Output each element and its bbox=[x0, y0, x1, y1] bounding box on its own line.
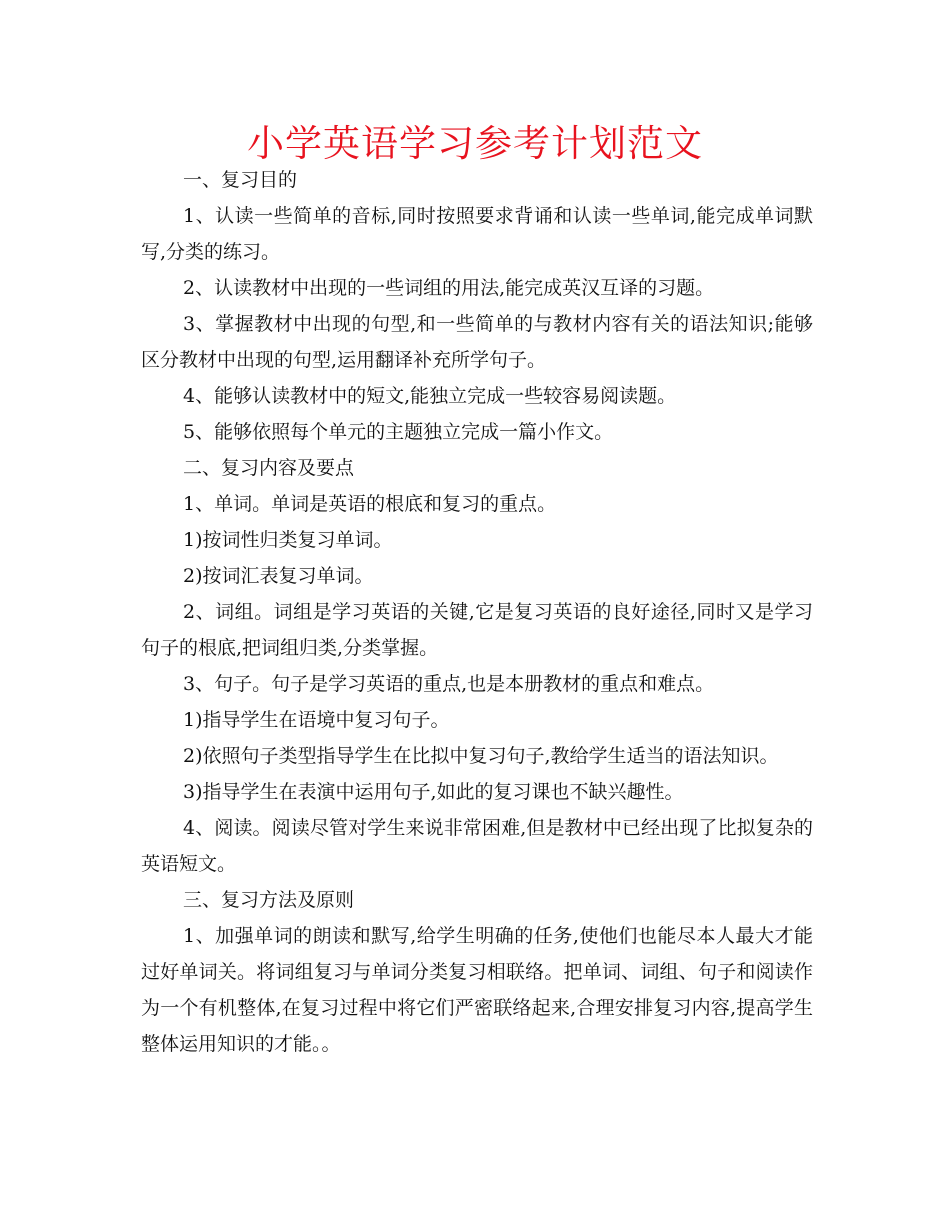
paragraph: 1)按词性归类复习单词。 bbox=[183, 529, 393, 551]
paragraph: 1、认读一些简单的音标,同时按照要求背诵和认读一些单词,能完成单词默写,分类的练习。 bbox=[141, 205, 813, 263]
paragraph: 4、能够认读教材中的短文,能独立完成一些较容易阅读题。 bbox=[183, 385, 677, 407]
paragraph: 1、单词。单词是英语的根底和复习的重点。 bbox=[183, 493, 557, 515]
paragraph: 1、加强单词的朗读和默写,给学生明确的任务,使他们也能尽本人最大才能过好单词关。将词组复习与单词分类复习相联络。把单词、词组、句子和阅读作为一个有机整体,在复习过程中将它们严密联络起来,合理安排复习内容,提高学生整体运用知识的才能。。 bbox=[141, 925, 813, 1055]
paragraph: 2、词组。词组是学习英语的关键,它是复习英语的良好途径,同时又是学习句子的根底,把词组归类,分类掌握。 bbox=[141, 601, 813, 659]
paragraph: 3)指导学生在表演中运用句子,如此的复习课也不缺兴趣性。 bbox=[183, 781, 684, 803]
paragraph: 4、阅读。阅读尽管对学生来说非常困难,但是教材中已经出现了比拟复杂的英语短文。 bbox=[141, 817, 813, 875]
paragraph: 1)指导学生在语境中复习句子。 bbox=[183, 709, 450, 731]
section-heading: 二、复习内容及要点 bbox=[183, 457, 355, 479]
paragraph: 2)依照句子类型指导学生在比拟中复习句子,教给学生适当的语法知识。 bbox=[183, 745, 779, 767]
paragraph: 2)按词汇表复习单词。 bbox=[183, 565, 374, 587]
section-heading: 三、复习方法及原则 bbox=[183, 889, 355, 911]
document-title: 小学英语学习参考计划范文 bbox=[247, 122, 703, 165]
section-heading: 一、复习目的 bbox=[183, 169, 298, 191]
document-body bbox=[141, 162, 813, 1062]
paragraph: 3、掌握教材中出现的句型,和一些简单的与教材内容有关的语法知识;能够区分教材中出现的句型,运用翻译补充所学句子。 bbox=[141, 313, 813, 371]
paragraph: 5、能够依照每个单元的主题独立完成一篇小作文。 bbox=[183, 421, 614, 443]
paragraph: 3、句子。句子是学习英语的重点,也是本册教材的重点和难点。 bbox=[183, 673, 715, 695]
paragraph: 2、认读教材中出现的一些词组的用法,能完成英汉互译的习题。 bbox=[183, 277, 715, 299]
